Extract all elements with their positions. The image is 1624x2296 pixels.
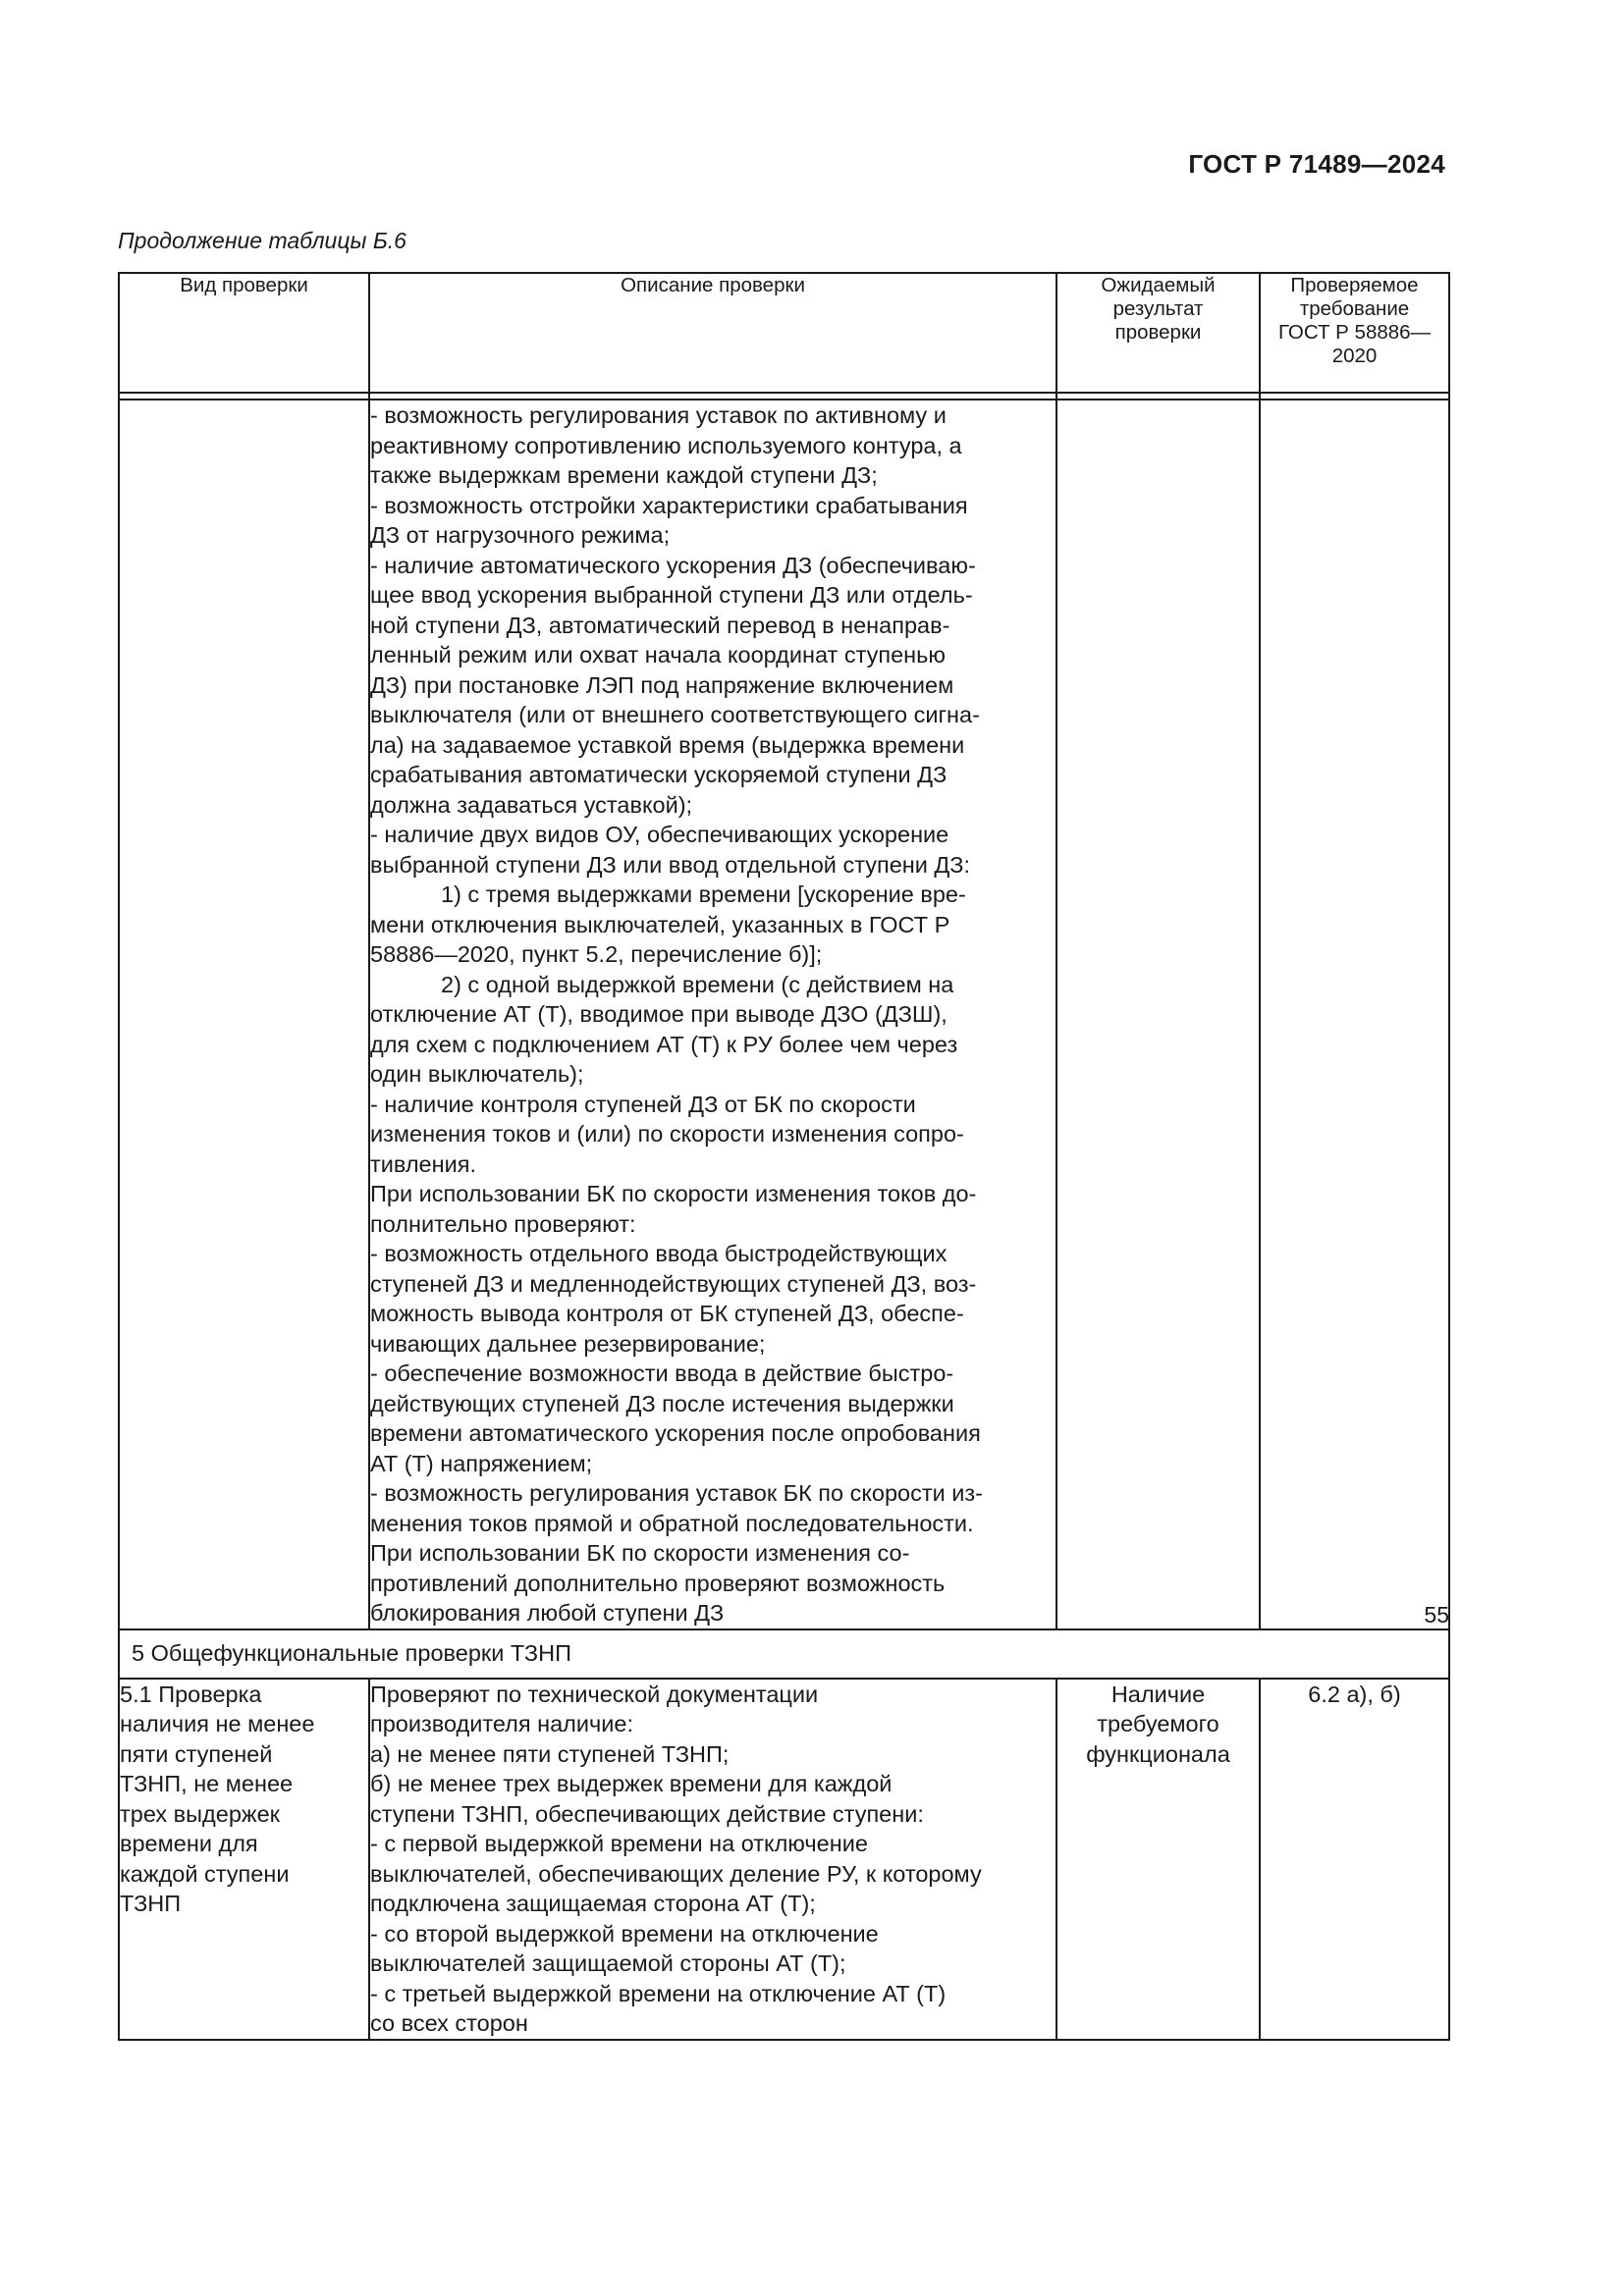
description-line: выключателей защищаемой стороны АТ (Т); — [370, 1950, 846, 1976]
separator-cell — [369, 393, 1056, 400]
check-type-line: ТЗНП, не менее — [120, 1771, 294, 1796]
description-cell — [369, 1679, 1056, 2040]
header-line: результат — [1112, 297, 1204, 320]
description-line: производителя наличие: — [370, 1711, 633, 1736]
description-line: со всех сторон — [370, 2010, 528, 2036]
check-type-line: ТЗНП — [120, 1891, 182, 1916]
description-line: менения токов прямой и обратной последовательности. — [370, 1510, 974, 1536]
description-line: - возможность регулирования уставок БК по скорости из- — [370, 1480, 984, 1506]
section-title: 5 Общефункциональные проверки ТЗНП — [119, 1629, 1449, 1679]
page-number: 55 — [1424, 1602, 1449, 1628]
description-line: При использовании БК по скорости изменения со- — [370, 1540, 910, 1566]
description-line: - с первой выдержкой времени на отключение — [370, 1831, 868, 1856]
check-type-cell — [119, 1679, 369, 2040]
description-line: выключателей, обеспечивающих деление РУ, к которому — [370, 1860, 982, 1887]
description-line: также выдержкам времени каждой ступени ДЗ; — [370, 462, 878, 488]
description-line: - возможность отдельного ввода быстродействующих — [370, 1241, 947, 1266]
description-line: реактивному сопротивлению используемого контура, а — [370, 432, 962, 458]
header-line: ГОСТ Р 58886— — [1277, 321, 1432, 344]
description-line: один выключатель); — [370, 1061, 584, 1087]
description-line: мени отключения выключателей, указанных в ГОСТ Р — [370, 911, 950, 937]
description-line: противлений дополнительно проверяют возможность — [370, 1570, 946, 1596]
column-header-description — [369, 273, 1056, 393]
check-type-line: 5.1 Проверка — [120, 1681, 262, 1707]
header-line: Описание проверки — [621, 274, 805, 296]
description-line: срабатывания автоматически ускоряемой ступени ДЗ — [370, 762, 947, 787]
description-line: можность вывода контроля от БК ступеней ДЗ, обеспе- — [370, 1301, 964, 1326]
header-line: Ожидаемый — [1101, 274, 1216, 296]
description-line: выключателя (или от внешнего соответствующего сигна- — [370, 702, 980, 727]
expected-result-cell — [1056, 1679, 1260, 2040]
description-line: 2) с одной выдержкой времени (с действием на — [441, 971, 954, 997]
table-row-5-1 — [119, 1679, 1449, 2040]
description-line: изменения токов и (или) по скорости изменения сопро- — [370, 1121, 964, 1147]
document-code: ГОСТ Р 71489—2024 — [1188, 149, 1445, 179]
check-type-cell — [119, 400, 369, 1629]
column-header-expected-result — [1056, 273, 1260, 393]
table-header-row — [119, 273, 1449, 393]
description-line: При использовании БК по скорости изменения токов до- — [370, 1181, 977, 1206]
check-type-line: времени для — [120, 1831, 258, 1856]
description-line: чивающих дальнее резервирование; — [370, 1330, 766, 1357]
description-line: - возможность регулирования уставок по активному и — [370, 402, 947, 428]
description-line: ступени ТЗНП, обеспечивающих действие ступени: — [370, 1800, 924, 1827]
expected-line: требуемого — [1097, 1711, 1219, 1736]
header-line: требование — [1299, 297, 1410, 320]
separator-cell — [1260, 393, 1449, 400]
description-line: тивления. — [370, 1150, 476, 1177]
description-line: ленный режим или охват начала координат ступенью — [370, 642, 947, 667]
requirement-cell — [1260, 400, 1449, 1629]
header-line: проверки — [1114, 321, 1202, 344]
description-line: выбранной ступени ДЗ или ввод отдельной ступени ДЗ: — [370, 851, 971, 878]
description-line: б) не менее трех выдержек времени для каждой — [370, 1771, 893, 1796]
description-line: полнительно проверяют: — [370, 1210, 636, 1237]
header-line: Вид проверки — [180, 274, 308, 296]
column-header-requirement — [1260, 273, 1449, 393]
description-line: - обеспечение возможности ввода в действие быстро- — [370, 1361, 954, 1386]
separator-cell — [119, 393, 369, 400]
description-line: - наличие двух видов ОУ, обеспечивающих ускорение — [370, 822, 949, 847]
header-line: Проверяемое — [1290, 274, 1419, 296]
section-row — [119, 1629, 1449, 1679]
description-line: подключена защищаемая сторона АТ (Т); — [370, 1891, 816, 1916]
description-line: ла) на задаваемое уставкой время (выдержка времени — [370, 731, 965, 758]
verification-table — [118, 272, 1450, 2041]
check-type-line: каждой ступени — [120, 1860, 290, 1887]
description-line: АТ (Т) напряжением; — [370, 1450, 593, 1476]
description-line: - с третьей выдержкой времени на отключение АТ (Т) — [370, 1980, 947, 2006]
description-line: ДЗ) при постановке ЛЭП под напряжение включением — [370, 671, 954, 698]
description-line: - наличие автоматического ускорения ДЗ (обеспечиваю- — [370, 552, 976, 578]
description-line: - наличие контроля ступеней ДЗ от БК по скорости — [370, 1091, 916, 1117]
description-line: блокирования любой ступени ДЗ — [370, 1600, 725, 1626]
description-line: ступеней ДЗ и медленнодействующих ступеней ДЗ, воз- — [370, 1270, 977, 1297]
description-line: действующих ступеней ДЗ после истечения выдержки — [370, 1390, 954, 1416]
check-type-line: пяти ступеней — [120, 1740, 273, 1767]
description-line: - со второй выдержкой времени на отключение — [370, 1920, 879, 1947]
expected-line: функционала — [1086, 1740, 1230, 1767]
expected-result-cell — [1056, 400, 1260, 1629]
description-cell — [369, 400, 1056, 1629]
header-separator-row — [119, 393, 1449, 400]
description-line: - возможность отстройки характеристики срабатывания — [370, 492, 968, 518]
header-line: 2020 — [1331, 345, 1378, 367]
description-line: должна задаваться уставкой); — [370, 791, 693, 818]
description-line: а) не менее пяти ступеней ТЗНП; — [370, 1740, 730, 1767]
requirement-text: 6.2 а), б) — [1308, 1681, 1401, 1707]
check-type-line: наличия не менее — [120, 1711, 315, 1736]
continued-row — [119, 400, 1449, 1629]
description-line: ной ступени ДЗ, автоматический перевод в ненаправ- — [370, 612, 950, 638]
separator-cell — [1056, 393, 1260, 400]
expected-line: Наличие — [1110, 1681, 1206, 1707]
description-line: для схем с подключением АТ (Т) к РУ более чем через — [370, 1031, 958, 1057]
description-line: щее ввод ускорения выбранной ступени ДЗ или отдель- — [370, 582, 973, 608]
description-line: ДЗ от нагрузочного режима; — [370, 522, 671, 548]
table-continuation-caption: Продолжение таблицы Б.6 — [118, 228, 406, 253]
requirement-cell — [1260, 1679, 1449, 2040]
check-type-line: трех выдержек — [120, 1800, 280, 1827]
description-line: Проверяют по технической документации — [370, 1681, 819, 1707]
description-line: 58886—2020, пункт 5.2, перечисление б)]; — [370, 941, 823, 967]
description-line: 1) с тремя выдержками времени [ускорение вре- — [441, 881, 966, 907]
description-line: времени автоматического ускорения после опробования — [370, 1420, 981, 1446]
column-header-check-type — [119, 273, 369, 393]
description-line: отключение АТ (Т), вводимое при выводе ДЗО (ДЗШ), — [370, 1001, 947, 1027]
